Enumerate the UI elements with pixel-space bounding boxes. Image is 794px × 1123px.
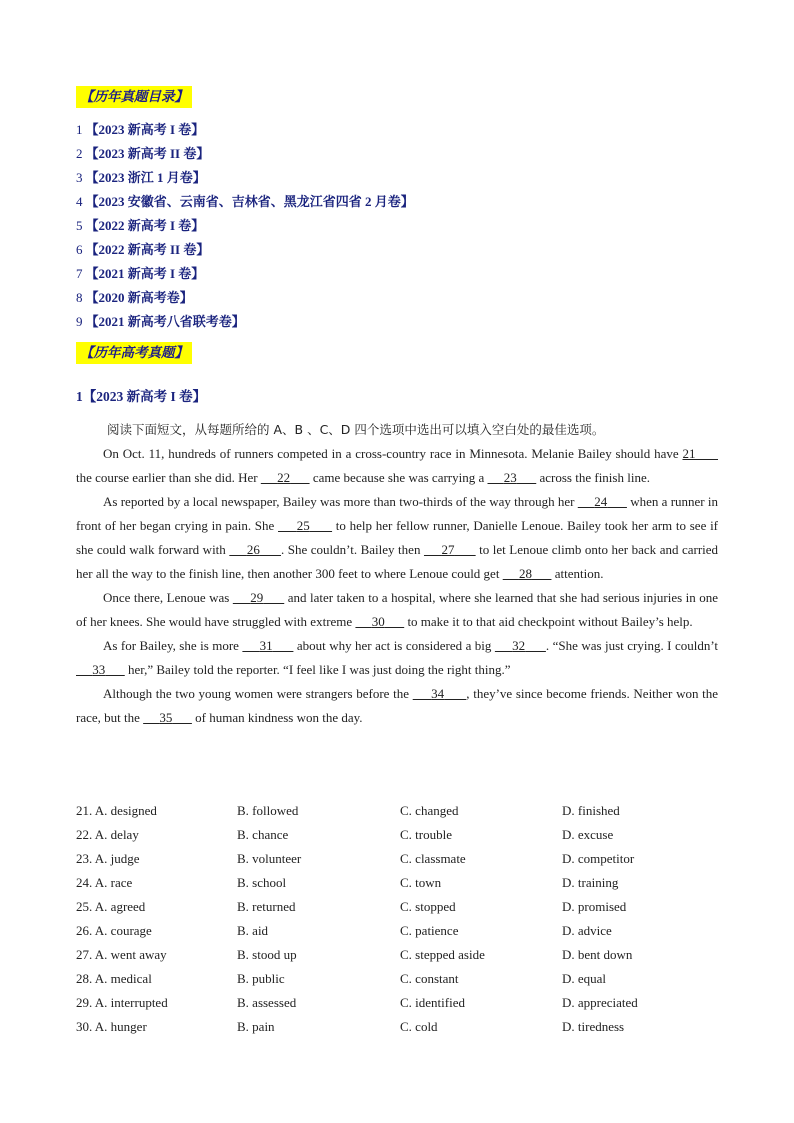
blank-22 (261, 470, 310, 485)
option-d[interactable]: D. competitor (562, 851, 635, 866)
option-d[interactable]: D. promised (562, 899, 627, 914)
option-d[interactable]: D. finished (562, 803, 620, 818)
blank-21 (682, 446, 718, 461)
option-row (76, 967, 726, 991)
blank-number: 32 (512, 638, 526, 653)
option-row (76, 919, 726, 943)
blank-29 (233, 590, 284, 605)
blank-33 (76, 662, 125, 677)
option-b[interactable]: B. returned (237, 899, 296, 914)
passage-text: across the finish line. (536, 470, 650, 485)
passage-text: As for Bailey, she is more (103, 638, 243, 653)
passage (76, 418, 718, 730)
option-b[interactable]: B. followed (237, 803, 299, 818)
passage-text: to help her fellow runner, Danielle Lenoue. Bailey took her arm to see if she could walk forward with (76, 518, 719, 557)
toc-item-number: 1 (76, 122, 83, 137)
toc-item-number: 5 (76, 218, 83, 233)
blank-number: 28 (518, 566, 532, 581)
options-list (76, 799, 726, 1039)
option-a[interactable]: 29. A. interrupted (76, 995, 168, 1010)
toc-item-number: 9 (76, 314, 83, 329)
option-d[interactable]: D. bent down (562, 947, 633, 962)
passage-text: about why her act is considered a big (293, 638, 495, 653)
option-c[interactable]: C. cold (400, 1019, 438, 1034)
paragraph-5 (76, 682, 718, 730)
blank-number: 29 (250, 590, 264, 605)
option-a[interactable]: 30. A. hunger (76, 1019, 147, 1034)
blank-31 (242, 638, 293, 653)
option-b[interactable]: B. school (237, 875, 287, 890)
option-row (76, 847, 726, 871)
instruction: 阅读下面短文，从每题所给的 A、B 、C、D 四个选项中选出可以填入空白处的最佳选项。 (107, 422, 605, 437)
passage-text: when a runner in front of her began crying in pain. She (76, 494, 719, 533)
option-c[interactable]: C. constant (400, 971, 459, 986)
toc-item-number: 4 (76, 194, 83, 209)
option-a[interactable]: 26. A. courage (76, 923, 152, 938)
toc-item[interactable] (76, 240, 414, 264)
blank-number: 30 (371, 614, 385, 629)
toc-item[interactable] (76, 288, 414, 312)
option-c[interactable]: C. stepped aside (400, 947, 485, 962)
option-c[interactable]: C. classmate (400, 851, 466, 866)
toc-item-number: 6 (76, 242, 83, 257)
paragraph-2 (76, 490, 718, 586)
blank-34 (413, 686, 467, 701)
passage-text: of human kindness won the day. (191, 710, 363, 725)
toc-item[interactable] (76, 144, 414, 168)
option-d[interactable]: D. excuse (562, 827, 614, 842)
toc-item-number: 2 (76, 146, 83, 161)
option-a[interactable]: 22. A. delay (76, 827, 139, 842)
toc-item-label: 【2023 新高考 II 卷】 (85, 146, 210, 161)
blank-number: 33 (92, 662, 106, 677)
blank-number: 34 (431, 686, 445, 701)
passage-text: came because she was carrying a (309, 470, 488, 485)
paragraph-3 (76, 586, 718, 634)
toc-item-label: 【2020 新高考卷】 (85, 290, 193, 305)
option-c[interactable]: C. identified (400, 995, 465, 1010)
option-a[interactable]: 28. A. medical (76, 971, 152, 986)
blank-number: 35 (159, 710, 173, 725)
toc-item-label: 【2021 新高考八省联考卷】 (85, 314, 245, 329)
blank-30 (355, 614, 404, 629)
option-a[interactable]: 24. A. race (76, 875, 133, 890)
question-heading (76, 385, 206, 405)
option-row (76, 823, 726, 847)
toc-item-label: 【2023 新高考 I 卷】 (85, 122, 205, 137)
option-row (76, 1015, 726, 1039)
toc-item-label: 【2023 浙江 1 月卷】 (85, 170, 206, 185)
option-row (76, 895, 726, 919)
option-d[interactable]: D. tiredness (562, 1019, 625, 1034)
toc-item-label: 【2021 新高考 I 卷】 (85, 266, 205, 281)
question-number: 1 (76, 389, 83, 404)
option-d[interactable]: D. appreciated (562, 995, 638, 1010)
blank-number: 26 (246, 542, 260, 557)
option-d[interactable]: D. advice (562, 923, 612, 938)
option-a[interactable]: 27. A. went away (76, 947, 167, 962)
option-b[interactable]: B. assessed (237, 995, 297, 1010)
paragraph-4 (76, 634, 718, 682)
passage-text: Although the two young women were strangers before the (103, 686, 413, 701)
blank-number: 21 (682, 446, 696, 461)
blank-number: 27 (441, 542, 455, 557)
option-row (76, 943, 726, 967)
passage-text: . She couldn’t. Bailey then (280, 542, 424, 557)
toc-list (76, 120, 414, 336)
toc-item[interactable] (76, 216, 414, 240)
toc-item[interactable] (76, 192, 414, 216)
blank-24 (578, 494, 627, 509)
toc-item[interactable] (76, 168, 414, 192)
passage-text: , they’ve since become friends. Neither won the race, but the (76, 686, 719, 725)
option-a[interactable]: 21. A. designed (76, 803, 157, 818)
blank-25 (278, 518, 332, 533)
blank-28 (503, 566, 552, 581)
option-c[interactable]: C. changed (400, 803, 459, 818)
toc-item-number: 8 (76, 290, 83, 305)
option-b[interactable]: B. volunteer (237, 851, 302, 866)
blank-35 (143, 710, 192, 725)
blank-number: 22 (277, 470, 291, 485)
toc-item-label: 【2022 新高考 II 卷】 (85, 242, 210, 257)
passage-text: On Oct. 11, hundreds of runners competed in a cross-country race in Minnesota. Melanie Bailey should have (103, 446, 683, 461)
section-header: 【历年高考真题】 (76, 342, 192, 364)
toc-item-number: 7 (76, 266, 83, 281)
blank-number: 31 (259, 638, 273, 653)
toc-item-number: 3 (76, 170, 83, 185)
option-a[interactable]: 23. A. judge (76, 851, 140, 866)
option-row (76, 991, 726, 1015)
toc-header: 【历年真题目录】 (76, 86, 192, 108)
passage-text: her,” Bailey told the reporter. “I feel like I was just doing the right thing.” (124, 662, 511, 677)
option-a[interactable]: 25. A. agreed (76, 899, 146, 914)
passage-text: the course earlier than she did. Her (76, 470, 261, 485)
option-b[interactable]: B. aid (237, 923, 269, 938)
blank-number: 25 (296, 518, 310, 533)
option-b[interactable]: B. stood up (237, 947, 297, 962)
option-b[interactable]: B. chance (237, 827, 289, 842)
toc-item[interactable] (76, 312, 414, 336)
passage-text: to let Lenoue climb onto her back and carried her all the way to the finish line, then another 300 feet to where Lenoue could get (76, 542, 719, 581)
paragraph-1 (76, 442, 718, 490)
passage-text: and later taken to a hospital, where she learned that she had serious injuries in one of her knees. She would have struggled with extreme (76, 590, 719, 629)
option-c[interactable]: C. patience (400, 923, 459, 938)
blank-number: 24 (594, 494, 608, 509)
passage-text: As reported by a local newspaper, Bailey was more than two-thirds of the way through her (103, 494, 578, 509)
option-row (76, 871, 726, 895)
toc-item-label: 【2023 安徽省、云南省、吉林省、黑龙江省四省 2 月卷】 (85, 194, 414, 209)
option-b[interactable]: B. public (237, 971, 285, 986)
toc-item[interactable] (76, 264, 414, 288)
option-c[interactable]: C. town (400, 875, 442, 890)
toc-item[interactable] (76, 120, 414, 144)
option-d[interactable]: D. training (562, 875, 619, 890)
passage-text: attention. (551, 566, 604, 581)
blank-32 (495, 638, 546, 653)
option-b[interactable]: B. pain (237, 1019, 275, 1034)
option-c[interactable]: C. trouble (400, 827, 452, 842)
option-row (76, 799, 726, 823)
passage-text: . “She was just crying. I couldn’t (545, 638, 719, 653)
blank-23 (488, 470, 537, 485)
passage-text: to make it to that aid checkpoint without Bailey’s help. (404, 614, 693, 629)
blank-26 (229, 542, 281, 557)
toc-item-label: 【2022 新高考 I 卷】 (85, 218, 205, 233)
passage-text: Once there, Lenoue was (103, 590, 233, 605)
option-d[interactable]: D. equal (562, 971, 607, 986)
blank-number: 23 (503, 470, 517, 485)
blank-27 (424, 542, 476, 557)
option-c[interactable]: C. stopped (400, 899, 456, 914)
question-source: 【2023 新高考 I 卷】 (82, 389, 207, 404)
